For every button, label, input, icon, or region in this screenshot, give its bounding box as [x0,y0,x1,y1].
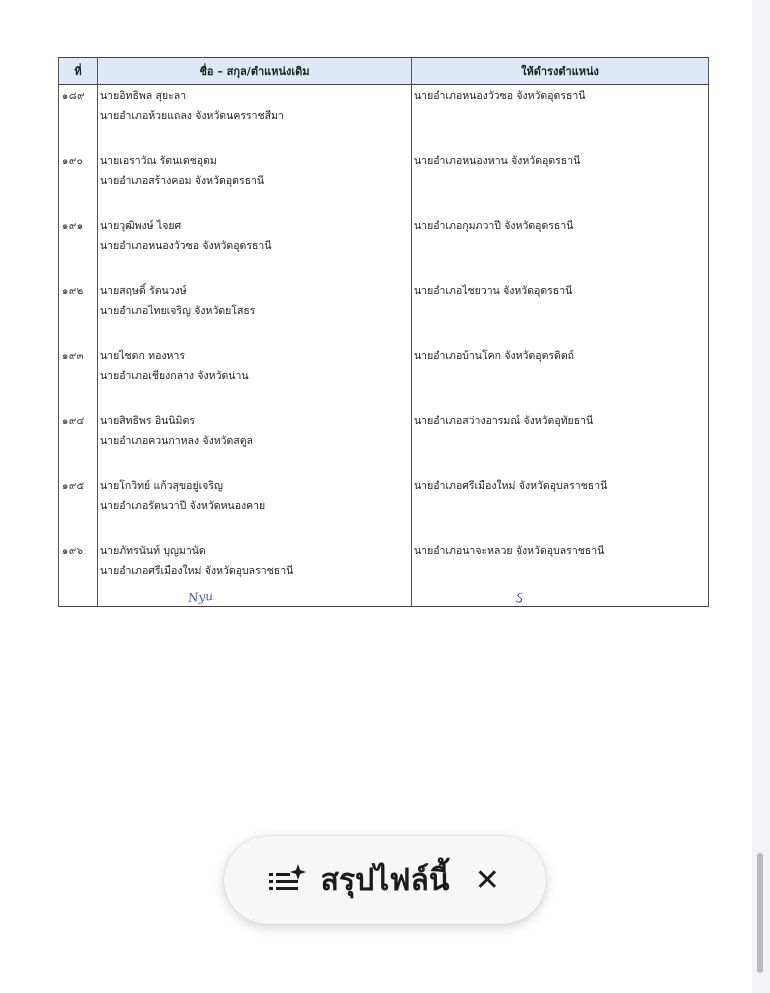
old-position: นายอำเภอรัตนวาปี จังหวัดหนองคาย [100,500,266,512]
new-position-cell [412,345,709,410]
table-row [59,150,709,215]
header-new-position: ให้ดำรงตำแหน่ง [412,58,709,85]
table-row [59,280,709,345]
new-position-cell [412,280,709,345]
row-number: ๑๙๑ [62,221,84,232]
name-old-position-cell [98,345,412,410]
row-number: ๑๙๔ [62,416,85,427]
old-position: นายอำเภอสร้างคอม จังหวัดอุดรธานี [100,175,265,187]
header-name-old-position: ชื่อ – สกุล/ตำแหน่งเดิม [98,58,412,85]
person-name: นายอิทธิพล สุยะลา [100,90,187,102]
name-old-position-cell [98,540,412,607]
old-position: นายอำเภอหนองวัวซอ จังหวัดอุดรธานี [100,240,272,252]
old-position: นายอำเภอศรีเมืองใหม่ จังหวัดอุบลราชธานี [100,565,294,577]
new-position: นายอำเภอนาจะหลวย จังหวัดอุบลราชธานี [414,545,605,557]
name-old-position-cell [98,215,412,280]
row-number: ๑๙๕ [62,481,85,492]
old-position: นายอำเภอเชียงกลาง จังหวัดน่าน [100,370,249,382]
close-icon[interactable]: ✕ [474,862,500,898]
person-name: นายเอราวัณ รัตนเดชอุดม [100,155,217,167]
person-name: นายโกวิทย์ แก้วสุขอยู่เจริญ [100,480,223,492]
scrollbar-thumb[interactable] [757,853,763,973]
row-number: ๑๘๙ [62,91,85,102]
new-position: นายอำเภอหนองวัวซอ จังหวัดอุดรธานี [414,90,586,102]
scrollbar[interactable] [752,0,770,993]
new-position: นายอำเภอศรีเมืองใหม่ จังหวัดอุบลราชธานี [414,480,608,492]
table-header-row [59,58,709,85]
old-position: นายอำเภอควนกาหลง จังหวัดสตูล [100,435,253,447]
row-number-cell [59,475,98,540]
name-old-position-cell [98,280,412,345]
person-name: นายไชดก ทองหาร [100,350,185,362]
person-name: นายภัทรนันท์ บุญมานัด [100,545,206,557]
name-old-position-cell [98,410,412,475]
row-number-cell [59,345,98,410]
appointment-table [58,57,709,607]
table-row [59,345,709,410]
new-position-cell [412,540,709,607]
name-old-position-cell [98,475,412,540]
new-position: นายอำเภอไชยวาน จังหวัดอุดรธานี [414,285,573,297]
new-position-cell [412,475,709,540]
new-position-cell [412,215,709,280]
handwritten-initials-right: ઽ [512,587,523,608]
row-number-cell [59,150,98,215]
row-number-cell [59,410,98,475]
new-position: นายอำเภอสว่างอารมณ์ จังหวัดอุทัยธานี [414,415,594,427]
handwritten-initials-left: Nyu [187,588,214,606]
new-position: นายอำเภอกุมภวาปี จังหวัดอุดรธานี [414,220,574,232]
person-name: นายสฤษดิ์ รัตนวงษ์ [100,285,187,297]
old-position: นายอำเภอไทยเจริญ จังหวัดยโสธร [100,305,256,317]
table-row [59,215,709,280]
sparkle-list-icon [267,863,307,897]
name-old-position-cell [98,85,412,151]
row-number: ๑๙๒ [62,286,84,297]
new-position: นายอำเภอหนองหาน จังหวัดอุดรธานี [414,155,581,167]
new-position-cell [412,85,709,151]
row-number-cell [59,540,98,607]
row-number-cell [59,280,98,345]
new-position-cell [412,410,709,475]
person-name: นายสิทธิพร อินนิมิตร [100,415,195,427]
row-number: ๑๙๓ [62,351,85,362]
row-number: ๑๙๐ [62,156,84,167]
table-row [59,540,709,607]
row-number-cell [59,85,98,151]
table-row [59,410,709,475]
table-row [59,85,709,151]
name-old-position-cell [98,150,412,215]
row-number-cell [59,215,98,280]
row-number: ๑๙๖ [62,546,84,557]
old-position: นายอำเภอห้วยแถลง จังหวัดนครราชสีมา [100,110,284,122]
header-number: ที่ [59,58,98,85]
new-position: นายอำเภอบ้านโคก จังหวัดอุตรดิตถ์ [414,350,575,362]
table-row [59,475,709,540]
summarize-file-label: สรุปไฟล์นี้ [320,862,450,898]
person-name: นายวุฒิพงษ์ ไจยศ [100,220,182,232]
new-position-cell [412,150,709,215]
summarize-file-chip[interactable] [224,836,546,924]
